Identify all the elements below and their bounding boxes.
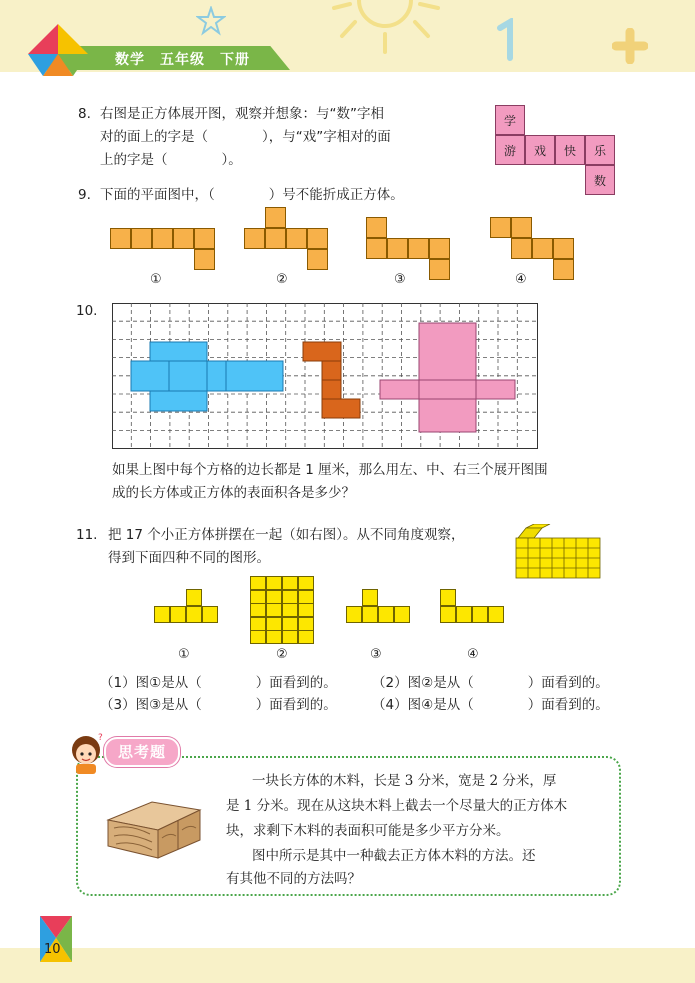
view-square bbox=[250, 630, 266, 644]
net-square bbox=[408, 238, 429, 259]
net-square bbox=[366, 238, 387, 259]
q10-number: 10. bbox=[76, 303, 98, 319]
view-square bbox=[440, 606, 456, 623]
cube-stack-figure bbox=[512, 524, 604, 582]
figure-label-2: ② bbox=[276, 272, 288, 287]
view-square bbox=[250, 590, 266, 604]
view-label-3: ③ bbox=[370, 647, 382, 662]
q11-line1: 把 17 个小正方体拼摆在一起（如右图）。从不同角度观察， bbox=[108, 527, 465, 543]
q9-number: 9. bbox=[78, 187, 91, 203]
view-square bbox=[298, 617, 314, 631]
view-label-4: ④ bbox=[467, 647, 479, 662]
q11-answer-3: （3）图③是从（ ）面看到的。 bbox=[100, 697, 337, 713]
view-square bbox=[186, 589, 202, 606]
view-square bbox=[266, 590, 282, 604]
q10-line2: 成的长方体或正方体的表面积各是多少？ bbox=[112, 485, 355, 501]
net-face-shu: 数 bbox=[585, 165, 615, 195]
net-face-kuai: 快 bbox=[555, 135, 585, 165]
q11-number: 11. bbox=[76, 527, 98, 543]
view-square bbox=[488, 606, 504, 623]
sun-decoration bbox=[330, 0, 450, 62]
view-label-2: ② bbox=[276, 647, 288, 662]
net-square bbox=[511, 217, 532, 238]
q8-number: 8. bbox=[78, 106, 91, 122]
view-square bbox=[266, 576, 282, 590]
view-square bbox=[346, 606, 362, 623]
page-number: 10 bbox=[44, 942, 61, 957]
view-square bbox=[282, 576, 298, 590]
q8-line1: 右图是正方体展开图，观察并想象：与“数”字相 bbox=[100, 106, 384, 122]
net-square bbox=[152, 228, 173, 249]
net-square bbox=[265, 228, 286, 249]
header-title: 数学 五年级 下册 bbox=[115, 52, 250, 68]
net-square bbox=[387, 238, 408, 259]
net-square bbox=[131, 228, 152, 249]
view-square bbox=[282, 630, 298, 644]
view-square bbox=[472, 606, 488, 623]
net-face-you: 游 bbox=[495, 135, 525, 165]
net-square bbox=[553, 238, 574, 259]
plus-decoration bbox=[612, 28, 648, 64]
net-face-xi: 戏 bbox=[525, 135, 555, 165]
view-square bbox=[250, 576, 266, 590]
net-square bbox=[194, 249, 215, 270]
q9-text: 下面的平面图中，（ ）号不能折成正方体。 bbox=[100, 187, 404, 203]
girl-avatar-icon bbox=[64, 730, 108, 776]
net-square bbox=[173, 228, 194, 249]
q8-line3: 上的字是（ ）。 bbox=[100, 152, 242, 168]
figure-label-4: ④ bbox=[515, 272, 527, 287]
think-badge: 思考题 bbox=[104, 737, 180, 767]
figure-label-3: ③ bbox=[394, 272, 406, 287]
view-square bbox=[456, 606, 472, 623]
q11-answer-4: （4）图④是从（ ）面看到的。 bbox=[372, 697, 609, 713]
view-square bbox=[282, 617, 298, 631]
view-square bbox=[298, 576, 314, 590]
view-square bbox=[250, 617, 266, 631]
net-square bbox=[265, 207, 286, 228]
net-square bbox=[490, 217, 511, 238]
bottom-decorative-band bbox=[0, 948, 695, 983]
view-square bbox=[282, 590, 298, 604]
think-line5: 有其他不同的方法吗？ bbox=[226, 871, 361, 887]
view-square bbox=[170, 606, 186, 623]
think-line3: 块，求剩下木料的表面积可能是多少平方分米。 bbox=[226, 823, 510, 839]
view-square bbox=[298, 630, 314, 644]
view-square bbox=[282, 603, 298, 617]
net-square bbox=[244, 228, 265, 249]
q10-line1: 如果上图中每个方格的边长都是 1 厘米，那么用左、中、右三个展开图围 bbox=[112, 462, 548, 478]
q11-answer-2: （2）图②是从（ ）面看到的。 bbox=[372, 675, 609, 691]
view-square bbox=[440, 589, 456, 606]
grid-figure bbox=[112, 303, 538, 449]
q11-answer-1: （1）图①是从（ ）面看到的。 bbox=[100, 675, 337, 691]
view-square bbox=[202, 606, 218, 623]
view-square bbox=[250, 603, 266, 617]
net-square bbox=[307, 249, 328, 270]
view-square bbox=[378, 606, 394, 623]
net-square bbox=[110, 228, 131, 249]
view-square bbox=[298, 590, 314, 604]
view-square bbox=[394, 606, 410, 623]
net-face-xue: 学 bbox=[495, 105, 525, 135]
view-square bbox=[266, 603, 282, 617]
net-square bbox=[553, 259, 574, 280]
net-square bbox=[429, 238, 450, 259]
view-square bbox=[266, 617, 282, 631]
view-square bbox=[186, 606, 202, 623]
view-label-1: ① bbox=[178, 647, 190, 662]
q8-line2: 对的面上的字是（ ），与“戏”字相对的面 bbox=[100, 129, 391, 145]
star-decoration bbox=[196, 6, 226, 36]
wood-block-illustration bbox=[100, 800, 204, 862]
net-square bbox=[286, 228, 307, 249]
view-square bbox=[362, 606, 378, 623]
net-square bbox=[194, 228, 215, 249]
svg-text:?: ? bbox=[98, 733, 103, 743]
net-face-le: 乐 bbox=[585, 135, 615, 165]
view-square bbox=[154, 606, 170, 623]
think-line2: 是 1 分米。现在从这块木料上截去一个尽量大的正方体木 bbox=[226, 798, 568, 814]
number-one-decoration bbox=[494, 18, 524, 62]
q11-line2: 得到下面四种不同的图形。 bbox=[108, 550, 270, 566]
net-square bbox=[366, 217, 387, 238]
think-line4: 图中所示是其中一种截去正方体木料的方法。还 bbox=[252, 848, 536, 864]
tangram-logo bbox=[18, 14, 98, 84]
net-square bbox=[429, 259, 450, 280]
view-square bbox=[266, 630, 282, 644]
think-line1: 一块长方体的木料，长是 3 分米，宽是 2 分米，厚 bbox=[252, 773, 557, 789]
net-square bbox=[532, 238, 553, 259]
view-square bbox=[298, 603, 314, 617]
view-square bbox=[362, 589, 378, 606]
net-square bbox=[511, 238, 532, 259]
net-square bbox=[307, 228, 328, 249]
figure-label-1: ① bbox=[150, 272, 162, 287]
